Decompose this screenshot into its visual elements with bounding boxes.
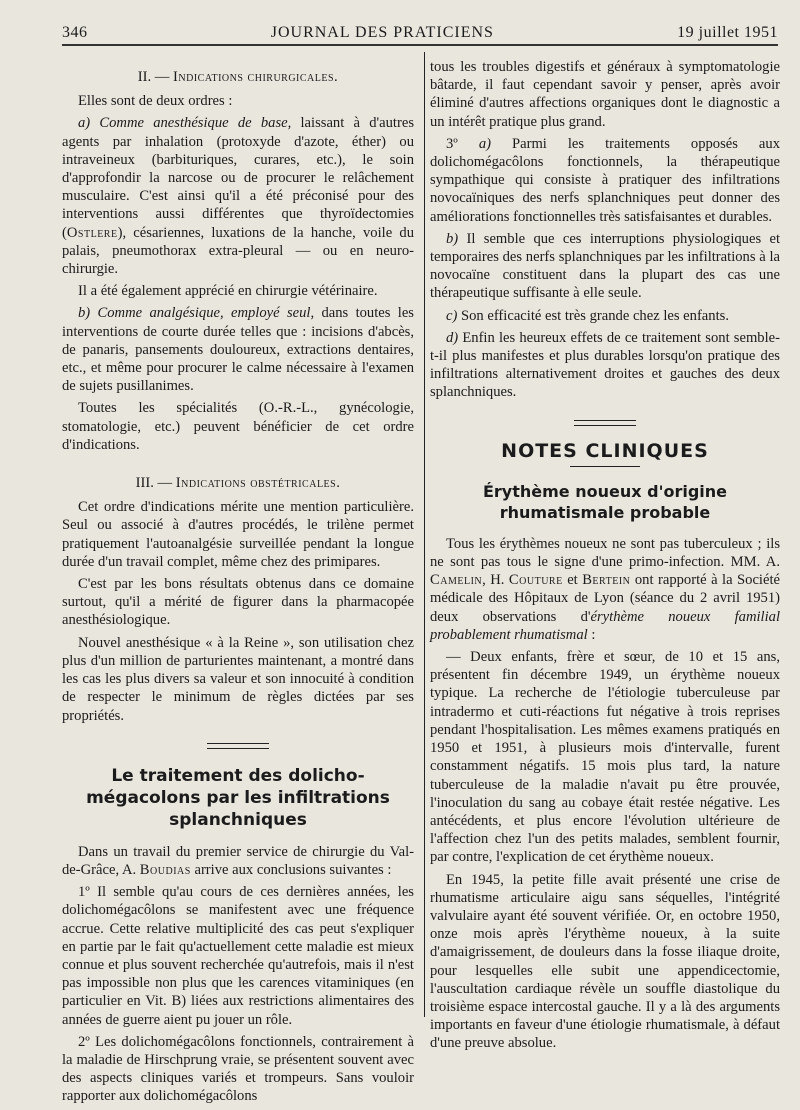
notes-cliniques-heading: NOTES CLINIQUES [501,439,709,462]
section-heading-obstetric: III. — Indications obstétricales. [135,475,341,492]
page-number: 346 [62,24,88,41]
paragraph: Toutes les spécialités (O.-R.-L., gynécologie, stomatologie, etc.) peuvent bénéficier de cet ordre d'indications. [62,400,414,453]
paragraph: Tous les érythèmes noueux ne sont pas tuberculeux ; ils ne sont pas tous le signe d'une primo-infection. MM. A. Camelin, H. Couture et Bertein ont rapporté à la Société médicale des Hôpitaux de Lyon (séance du 2 avril 1951) deux observations d'érythème noueux familial probablement rhumatismal : [430,535,780,643]
journal-title: JOURNAL DES PRATICIENS [270,24,494,41]
heading-rule [570,466,640,467]
section-rule [574,420,636,426]
left-column [62,58,414,1110]
paragraph: 3º a) Parmi les traitements opposés aux dolichomégacôlons fonctionnels, la thérapeutique sympathique qui consiste à pratiquer des infiltrations novocaïniques des nerfs splanchniques peut donner des améliorations fonctionnelles très satisfaisantes et durables. [430,135,780,225]
column-divider [424,52,425,1017]
paragraph: b) Il semble que ces interruptions physiologiques et temporaires des nerfs splanchniques par les infiltrations à la novocaïne constituent dans la plupart des cas une thérapeutique suffisante à elle seule. [430,230,780,302]
paragraph: Cet ordre d'indications mérite une mention particulière. Seul ou associé à d'autres procédés, le trilène permet pratiquement l'autoanalgésie surveillée pendant la longue durée d'un travail complet, même chez des primipares. [62,499,414,570]
section-rule [207,743,269,749]
paragraph: C'est par les bons résultats obtenus dans ce domaine surtout, qu'il a mérité de figurer dans la pharmacopée anesthésiologique. [62,576,414,629]
paragraph: c) Son efficacité est très grande chez les enfants. [446,307,729,324]
paragraph: 2º Les dolichomégacôlons fonctionnels, contrairement à la maladie de Hirschprung vraie, se présentent souvent avec des aspects cliniques variés et trompeurs. Sans vouloir rapporter aux dolichomégacôlons [62,1033,414,1105]
paragraph: b) Comme analgésique, employé seul, dans toutes les interventions de courte durée telles que : incisions d'abcès, de panaris, pansements douloureux, extractions dentaires, etc., et même pour procurer le calme nécessaire à l'examen de sujets pusillanimes. [62,305,414,395]
paragraph: Elles sont de deux ordres : [78,93,233,110]
case-title: Érythème noueux d'origine rhumatismale probable [482,481,728,522]
paragraph: 1º Il semble qu'au cours de ces dernières années, les dolichomégacôlons se manifestent avec une fréquence accrue. Cette relative multiplicité des cas peut s'expliquer en partie par le fait qu'actuellement cette maladie est mieux connue et plus souvent recherchée qu'autrefois, mais il n'est pas impossible non plus que les carences vitaminiques (en particulier en Vit. B) liées aux restrictions alimentaires des années de guerre aient pu jouer un rôle. [62,884,414,1028]
right-column [430,58,780,1057]
paragraph: Dans un travail du premier service de chirurgie du Val-de-Grâce, A. Boudias arrive aux conclusions suivantes : [62,843,414,878]
paragraph: d) Enfin les heureux effets de ce traitement sont semble-t-il plus manifestes et plus durables lorsqu'on pratique des infiltrations alternativement droites et gauches des deux splanchniques. [430,329,780,401]
paragraph: Nouvel anesthésique « à la Reine », son utilisation chez plus d'un million de parturientes maintenant, a montré dans les cas les plus divers sa valeur et son innocuité à condition de respecter le minimum de règles dictées par ses propriétés. [62,634,414,724]
paragraph: tous les troubles digestifs et généraux à symptomatologie bâtarde, il faut cependant savoir y penser, après avoir éliminé d'autres affections organiques dont le diagnostic a un intérêt pratique plus grand. [430,59,780,130]
article-title: Le traitement des dolicho-mégacolons par les infiltrations splanchniques [86,765,390,830]
issue-date: 19 juillet 1951 [677,24,778,41]
paragraph: Il a été également apprécié en chirurgie vétérinaire. [78,283,378,300]
page-header [62,12,778,46]
section-heading-surgical: II. — Indications chirurgicales. [137,69,339,85]
paragraph: En 1945, la petite fille avait présenté une crise de rhumatisme articulaire aigu sans séquelles, l'intégrité valvulaire ayant été souvent vérifiée. Or, en octobre 1950, onze mois après l'érythème noueux, à la suite d'amaigrissement, de douleurs dans la fosse iliaque droite, pour lesquelles elle subit une appendicectomie, l'auscultation cardiaque révèle un souffle diastolique du troisième espace intercostal gauche. Il y a là des arguments importants en faveur d'une étiologie rhumatismale, à défaut d'une preuve absolue. [430,871,780,1052]
paragraph: — Deux enfants, frère et sœur, de 10 et 15 ans, présentent fin décembre 1949, un érythème noueux typique. La recherche de l'étiologie tuberculeuse par intradermo et cuti-réactions fut négative à trois reprises pendant l'hospitalisation. Les mêmes examens pratiqués en 1950 et 1951, à plusieurs mois d'intervalle, furent constamment négatifs. 15 mois plus tard, la nature tuberculeuse de la maladie n'avait pu être prouvée, l'inoculation du sang au cobaye était restée négative. Les antécédents, et plus encore l'évolution ultérieure de l'affection chez l'un des petits malades, semblent fournir, par contre, l'explication de cet érythème noueux. [430,649,780,866]
paragraph: a) Comme anesthésique de base, laissant à d'autres agents par inhalation (protoxyde d'azote, éther) ou intraveineux (barbituriques, curares, etc.), le soin d'approfondir la narcose ou de procurer le relâchement musculaire. C'est ainsi qu'il a été préconisé pour des interventions aussi différentes que thyroïdectomies (Ostlere), césariennes, luxations de la hanche, voile du palais, pneumothorax extra-pleural — ou en neuro-chirurgie. [62,115,415,278]
